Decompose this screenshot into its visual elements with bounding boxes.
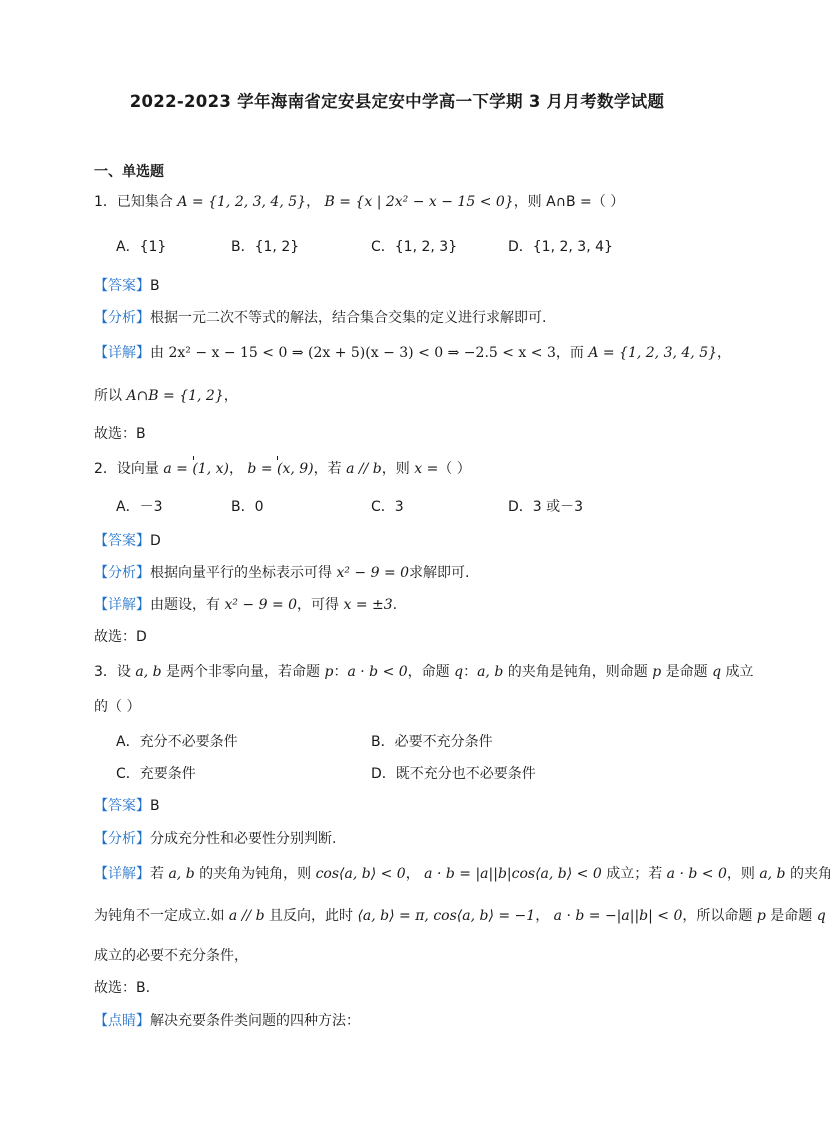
section-heading: 一、单选题 [94, 164, 164, 180]
question-3-option-d: D．既不充分也不必要条件 [371, 766, 536, 782]
question-3-answer: 【答案】B [94, 798, 160, 814]
question-1-conclusion: 故选：B [94, 426, 146, 442]
question-3-detail-2: 为钝角不一定成立.如 a // b 且反向，此时 ⟨a, b⟩ = π, cos⟨a, b⟩ = −1， a · b = −|a||b| < 0，所以命题 p 是命题 q [94, 908, 826, 924]
question-3-conclusion: 故选：B. [94, 980, 151, 996]
question-2-analysis: 【分析】根据向量平行的坐标表示可得 x² − 9 = 0求解即可. [94, 565, 470, 581]
question-3-stem: 3．设 a, b 是两个非零向量，若命题 p：a · b < 0，命题 q：a, b 的夹角是钝角，则命题 p 是命题 q 成立 [94, 664, 754, 680]
question-1-option-d: D．{1, 2, 3, 4} [508, 239, 613, 255]
question-1-answer: 【答案】B [94, 278, 160, 294]
question-3-detail: 【详解】若 a, b 的夹角为钝角，则 cos⟨a, b⟩ < 0， a · b = |a||b|cos⟨a, b⟩ < 0 成立；若 a · b < 0，则 a, b 的夹角 [94, 866, 832, 882]
question-1-option-b: B．{1, 2} [231, 239, 300, 255]
question-1-detail-2: 所以 A∩B = {1, 2}， [94, 388, 238, 404]
question-2-option-a: A．－3 [116, 499, 163, 515]
question-2-answer: 【答案】D [94, 533, 161, 549]
question-1-stem: 1．已知集合 A = {1, 2, 3, 4, 5}， B = {x | 2x² − x − 15 < 0}，则 A∩B =（ ） [94, 194, 625, 210]
question-1-analysis: 【分析】根据一元二次不等式的解法，结合集合交集的定义进行求解即可. [94, 310, 547, 326]
question-3-option-a: A．充分不必要条件 [116, 734, 238, 750]
question-1-detail: 【详解】由 2x² − x − 15 < 0 ⇒ (2x + 5)(x − 3) < 0 ⇒ −2.5 < x < 3，而 A = {1, 2, 3, 4, 5}， [94, 345, 732, 361]
question-2-stem: 2．设向量 a = (1, x)， b = (x, 9)，若 a // b，则 x =（ ） [94, 461, 471, 477]
question-2-option-d: D．3 或－3 [508, 499, 584, 515]
question-3-option-b: B．必要不充分条件 [371, 734, 493, 750]
question-1-option-a: A．{1} [116, 239, 167, 255]
question-2-conclusion: 故选：D [94, 629, 147, 645]
page-title: 2022-2023 学年海南省定安县定安中学高一下学期 3 月月考数学试题 [129, 92, 665, 111]
question-2-option-b: B．0 [231, 499, 264, 515]
question-2-detail: 【详解】由题设，有 x² − 9 = 0，可得 x = ±3. [94, 597, 398, 613]
question-2-option-c: C．3 [371, 499, 404, 515]
question-3-option-c: C．充要条件 [116, 766, 196, 782]
question-3-detail-3: 成立的必要不充分条件， [94, 948, 248, 964]
question-1-option-c: C．{1, 2, 3} [371, 239, 458, 255]
question-3-analysis: 【分析】分成充分性和必要性分别判断. [94, 831, 337, 847]
question-3-stem-2: 的（ ） [94, 699, 141, 715]
question-3-comment: 【点睛】解决充要条件类问题的四种方法： [94, 1013, 360, 1029]
